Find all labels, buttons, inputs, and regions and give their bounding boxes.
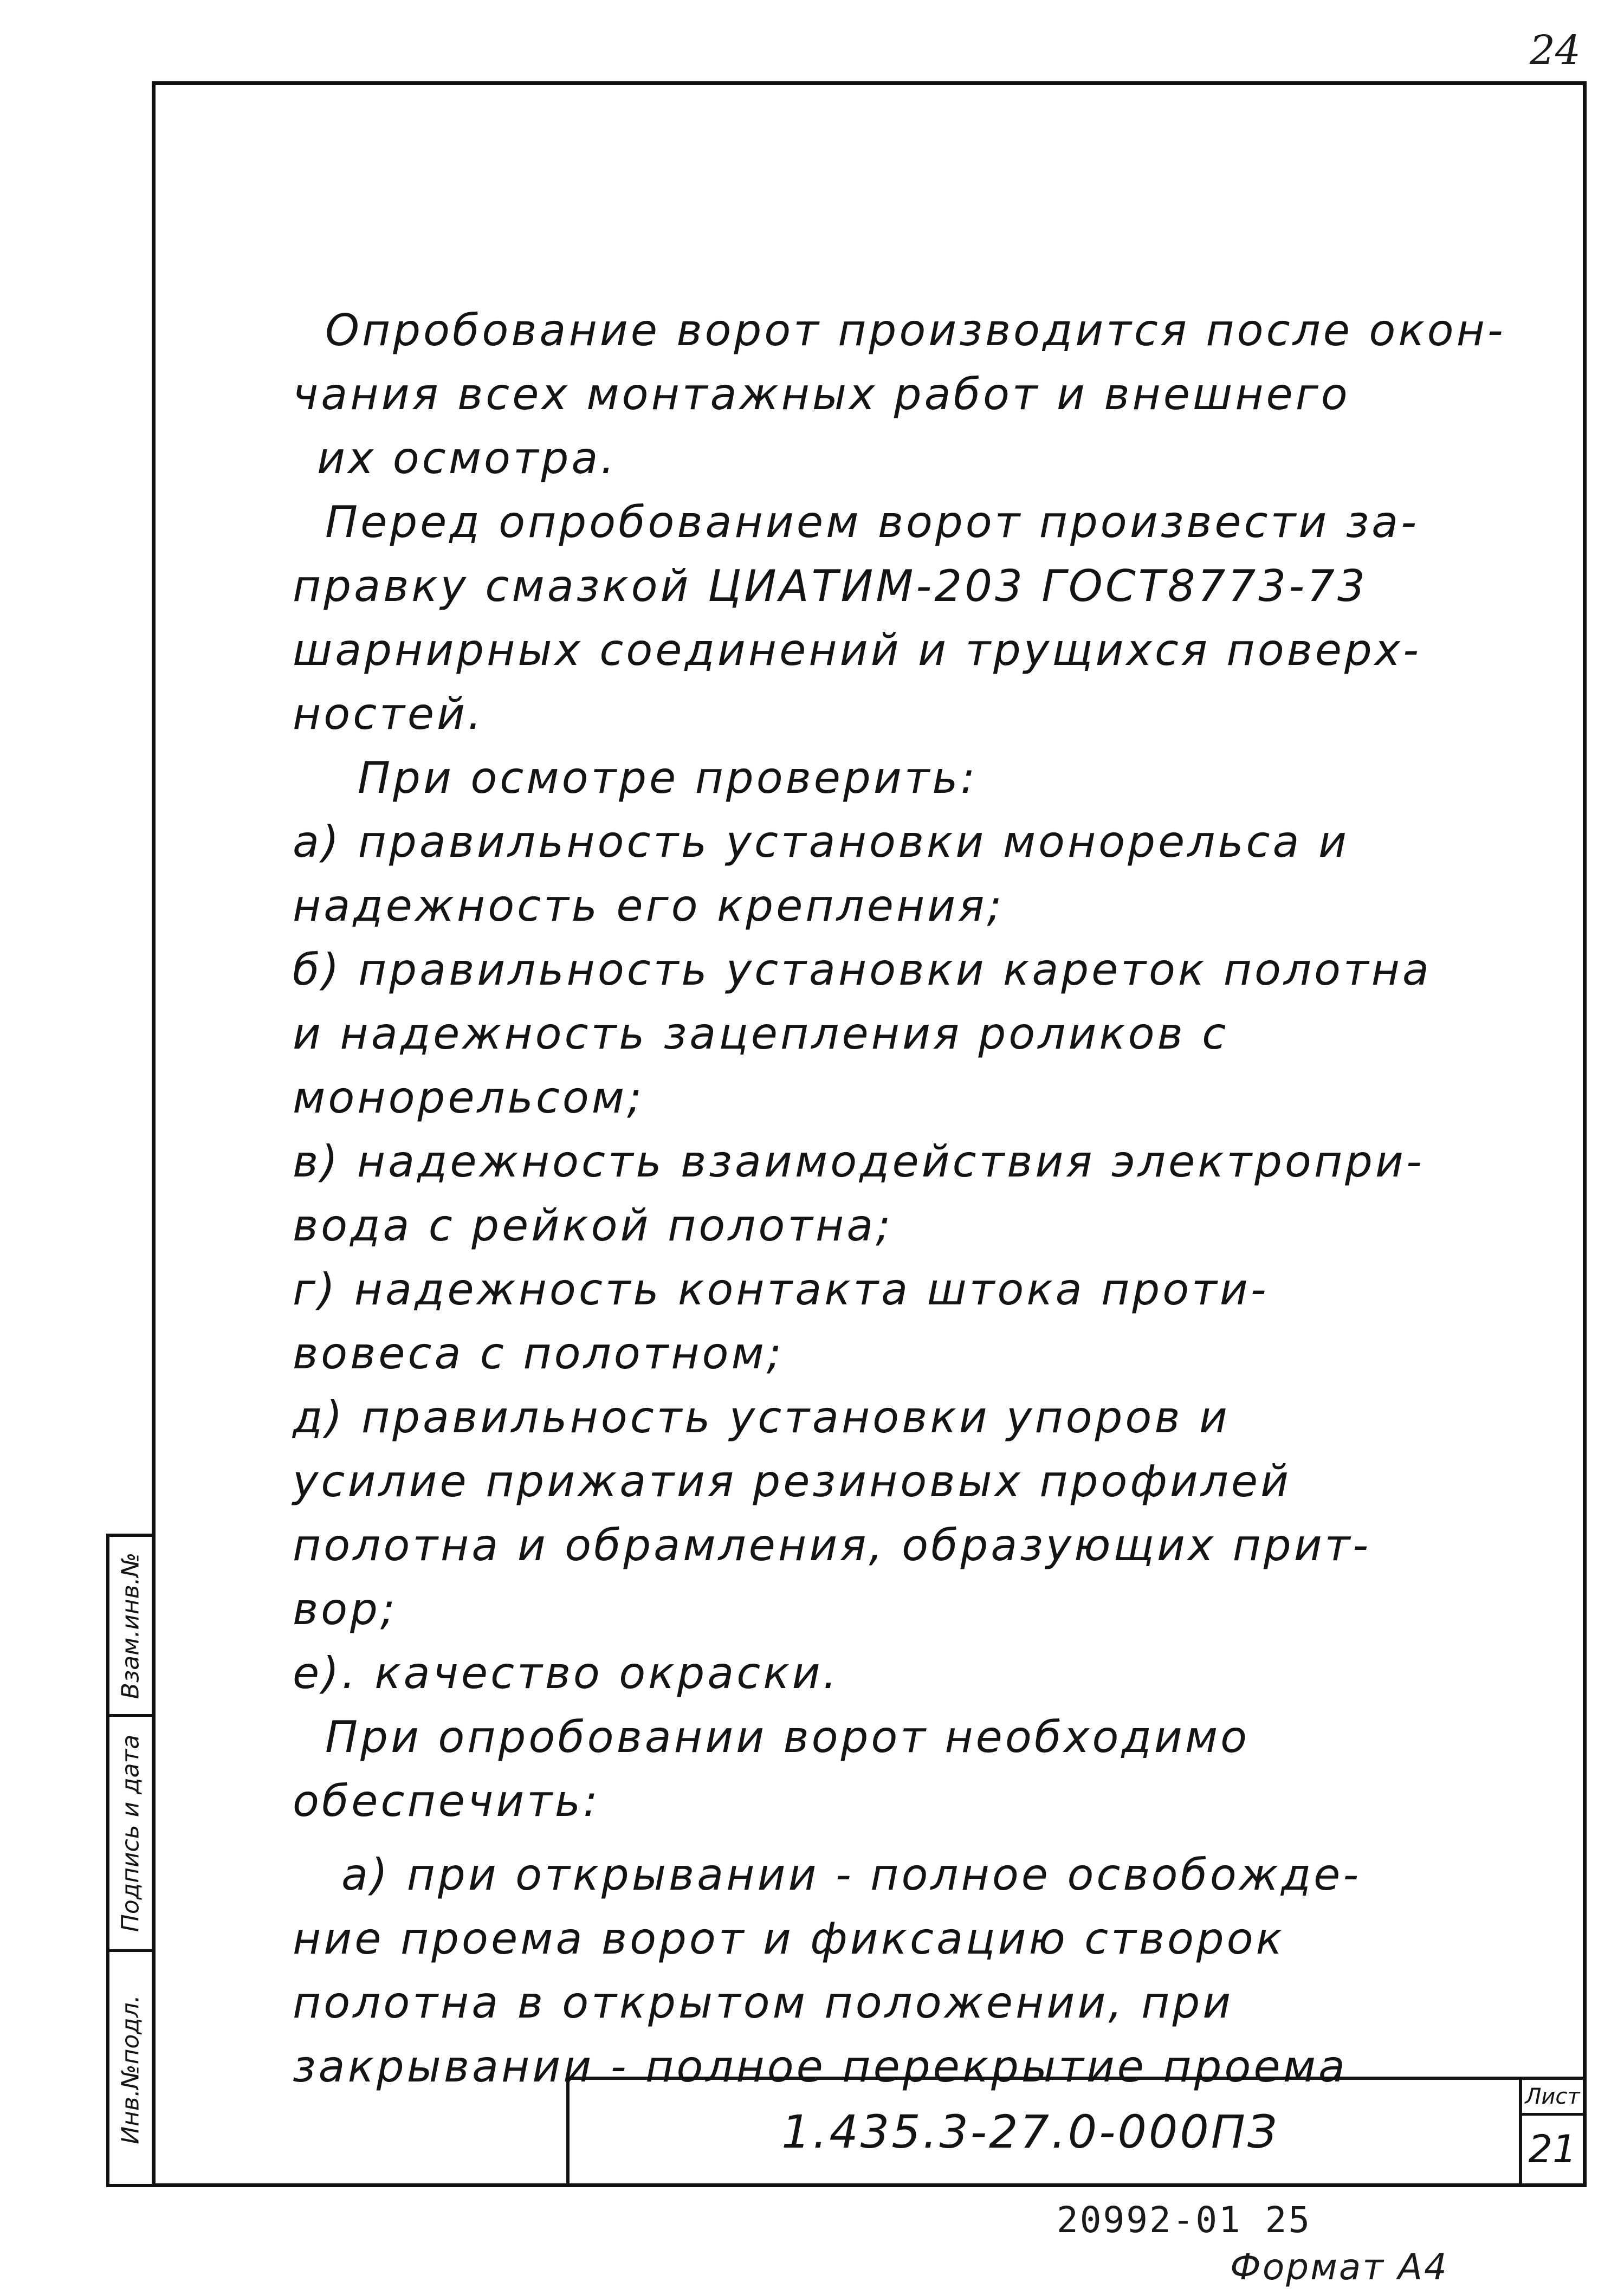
text-line: Перед опробованием ворот произвести за- <box>325 497 1420 547</box>
text-line: обеспечить: <box>293 1776 600 1826</box>
text-line: При опробовании ворот необходимо <box>325 1712 1250 1762</box>
text-line: вода с рейкой полотна; <box>293 1200 894 1251</box>
text-line: ние проема ворот и фиксацию створок <box>293 1913 1285 1964</box>
text-line: надежность его крепления; <box>293 881 1005 931</box>
text-line: усилие прижатия резиновых профилей <box>293 1456 1292 1507</box>
text-line: а) при открывании - полное освобожде- <box>341 1850 1362 1900</box>
text-line: б) правильность установки кареток полотна <box>293 945 1432 995</box>
binding-label: Взам.инв.№ <box>117 1552 145 1699</box>
text-line: а) правильность установки монорельса и <box>293 817 1349 867</box>
title-block <box>566 2077 1583 2183</box>
text-line: Опробование ворот производится после окон- <box>325 305 1506 355</box>
text-line: чания всех монтажных работ и внешнего <box>293 369 1350 419</box>
text-line: полотна и обрамления, образующих прит- <box>293 1520 1371 1570</box>
text-line: е). качество окраски. <box>293 1648 840 1698</box>
text-line: в) надежность взаимодействия электропри- <box>293 1136 1425 1187</box>
text-line: и надежность зацепления роликов с <box>293 1008 1229 1059</box>
text-line: полотна в открытом положении, при <box>293 1977 1234 2028</box>
document-code: 1.435.3-27.0-000ПЗ <box>781 2105 1279 2158</box>
text-line: их осмотра. <box>317 433 617 483</box>
text-line: вовеса с полотном; <box>293 1328 784 1379</box>
text-line: шарнирных соединений и трущихся поверх- <box>293 625 1422 675</box>
text-line: ностей. <box>293 689 484 739</box>
text-line: вор; <box>293 1584 398 1634</box>
text-line: монорельсом; <box>293 1072 645 1123</box>
binding-cell-replacement <box>109 1537 152 1717</box>
text-line: г) надежность контакта штока проти- <box>293 1264 1269 1315</box>
sheet-box <box>1519 2080 1583 2183</box>
sheet-number: 21 <box>1528 2127 1577 2171</box>
binding-strip <box>106 1534 152 2187</box>
page-number: 24 <box>1529 27 1581 74</box>
archive-number: 20992-01 25 <box>1057 2199 1312 2241</box>
binding-label: Подпись и дата <box>117 1734 145 1932</box>
binding-cell-signature <box>109 1717 152 1952</box>
sheet-label: Лист <box>1522 2080 1583 2116</box>
text-line: правку смазкой ЦИАТИМ-203 ГОСТ8773-73 <box>293 561 1368 611</box>
binding-cell-original <box>109 1952 152 2187</box>
binding-label: Инв.№подл. <box>117 1995 145 2144</box>
text-line: При осмотре проверить: <box>358 753 978 803</box>
text-line: д) правильность установки упоров и <box>293 1392 1230 1443</box>
format-label: Формат А4 <box>1230 2246 1448 2288</box>
text-line: закрывании - полное перекрытие проема <box>293 2041 1348 2092</box>
